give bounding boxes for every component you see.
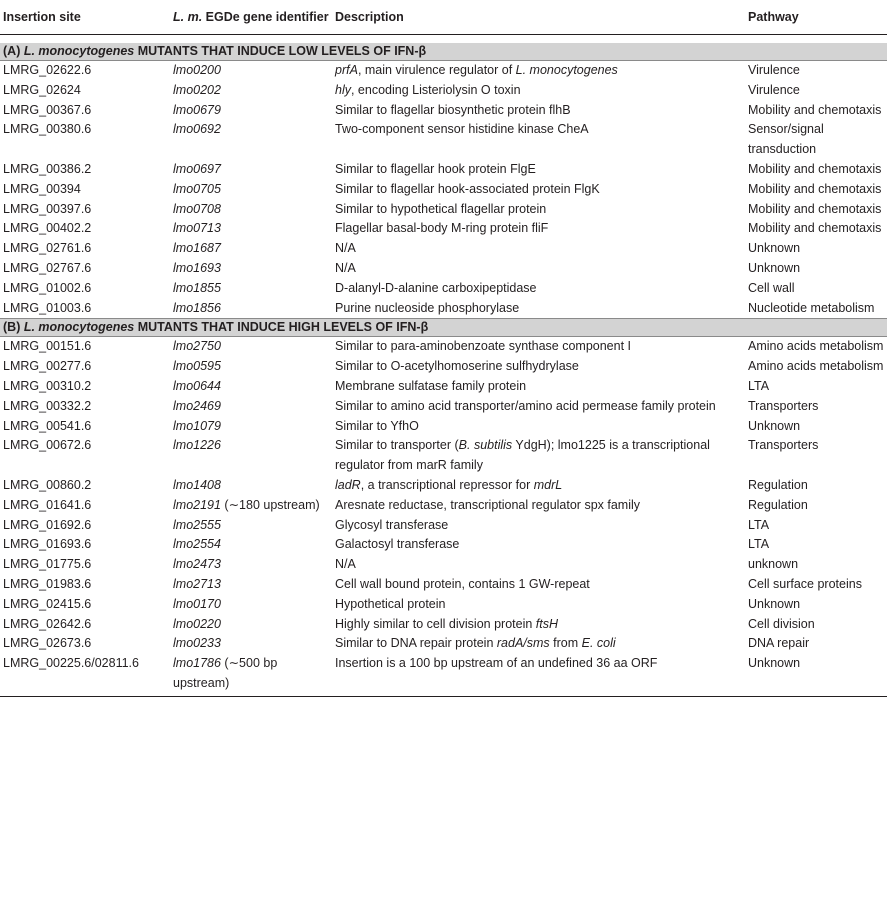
insertion-site-cell: LMRG_02622.6: [3, 63, 92, 77]
table-row: [0, 239, 887, 259]
gene-identifier: lmo0644: [173, 378, 221, 393]
gene-identifier-cell: [170, 476, 332, 496]
gene-identifier-cell: [170, 634, 332, 654]
pathway-cell: Unknown: [748, 418, 801, 433]
pathway-cell: Cell wall: [748, 280, 795, 295]
description-cell: [332, 101, 745, 121]
description-text: N/A: [335, 557, 356, 572]
gene-note: (∼180 upstream): [220, 497, 320, 512]
gene-identifier-cell: [170, 219, 332, 239]
gene-identifier: lmo2555: [173, 517, 221, 532]
gene-identifier: lmo2750: [173, 339, 221, 354]
insertion-site-cell: LMRG_00397.6: [3, 201, 92, 216]
table-row: [0, 357, 887, 377]
header-insertion-site: Insertion site: [3, 10, 81, 24]
table-row: [0, 81, 887, 101]
description-cell: [332, 239, 745, 259]
header-gene-rest: EGDe gene identifier: [202, 10, 329, 24]
description-text: N/A: [335, 260, 356, 275]
description-text: Cell wall bound protein, contains 1 GW-repeat: [335, 576, 590, 591]
pathway-cell: Virulence: [748, 63, 800, 77]
table-row: [0, 279, 887, 299]
table-row: [0, 101, 887, 121]
header-row: [0, 0, 887, 35]
description-cell: [332, 575, 745, 595]
description-cell: [332, 417, 745, 437]
description-text: B. subtilis: [458, 438, 513, 453]
description-text: Two-component sensor histidine kinase CheA: [335, 122, 589, 137]
pathway-cell: Mobility and chemotaxis: [748, 181, 882, 196]
insertion-site-cell: LMRG_00151.6: [3, 339, 92, 354]
section-b-rest: MUTANTS THAT INDUCE HIGH LEVELS OF IFN-β: [134, 320, 429, 335]
table-row: [0, 299, 887, 319]
insertion-site-cell: LMRG_01002.6: [3, 280, 92, 295]
description-cell: [332, 496, 745, 516]
gene-identifier: lmo1079: [173, 418, 221, 433]
description-text: prfA: [335, 63, 358, 77]
table-row: [0, 516, 887, 536]
insertion-site-cell: LMRG_01775.6: [3, 557, 92, 572]
description-text: Similar to DNA repair protein: [335, 636, 497, 651]
gene-identifier-cell: [170, 555, 332, 575]
description-text: Similar to YfhO: [335, 418, 419, 433]
description-cell: [332, 219, 745, 239]
table-row: [0, 61, 887, 81]
section-b-species: L. monocytogenes: [23, 320, 135, 335]
table-row: [0, 476, 887, 496]
gene-identifier-cell: [170, 279, 332, 299]
table-row: [0, 397, 887, 417]
description-cell: [332, 81, 745, 101]
pathway-cell: LTA: [748, 517, 770, 532]
description-cell: [332, 279, 745, 299]
gene-identifier: lmo0595: [173, 359, 221, 374]
pathway-cell: LTA: [748, 378, 770, 393]
description-cell: [332, 200, 745, 220]
pathway-cell: Mobility and chemotaxis: [748, 201, 882, 216]
gene-identifier-cell: [170, 496, 332, 516]
description-text: E. coli: [581, 636, 616, 651]
gene-identifier-cell: [170, 101, 332, 121]
gene-identifier-cell: [170, 615, 332, 635]
description-cell: [332, 654, 745, 696]
table-row: [0, 120, 887, 160]
gene-note: (∼500 bp upstream): [173, 656, 278, 690]
table-row: [0, 496, 887, 516]
table-row: [0, 595, 887, 615]
table-row: [0, 436, 887, 476]
description-text: Similar to O-acetylhomoserine sulfhydrylase: [335, 359, 579, 374]
gene-identifier-cell: [170, 180, 332, 200]
gene-identifier: lmo0220: [173, 616, 221, 631]
gene-identifier: lmo2554: [173, 537, 221, 552]
insertion-site-cell: LMRG_00277.6: [3, 359, 92, 374]
description-text: ladR: [335, 477, 361, 492]
pathway-cell: Amino acids metabolism: [748, 359, 884, 374]
gene-identifier: lmo2473: [173, 557, 221, 572]
description-text: Similar to hypothetical flagellar protein: [335, 201, 547, 216]
description-cell: [332, 180, 745, 200]
description-cell: [332, 634, 745, 654]
gene-identifier-cell: [170, 120, 332, 160]
description-text: Similar to amino acid transporter/amino acid permease family protein: [335, 398, 716, 413]
description-text: Similar to para-aminobenzoate synthase component I: [335, 339, 631, 354]
description-text: , encoding Listeriolysin O toxin: [350, 82, 521, 97]
description-text: Similar to flagellar hook protein FlgE: [335, 161, 536, 176]
insertion-site-cell: LMRG_00394: [3, 181, 81, 196]
description-text: N/A: [335, 241, 356, 256]
gene-identifier-cell: [170, 397, 332, 417]
pathway-cell: Unknown: [748, 241, 801, 256]
pathway-cell: Unknown: [748, 260, 801, 275]
table-row: [0, 337, 887, 357]
header-pathway: Pathway: [748, 10, 799, 24]
pathway-cell: Regulation: [748, 497, 808, 512]
insertion-site-cell: LMRG_00402.2: [3, 221, 92, 236]
gene-identifier-cell: [170, 200, 332, 220]
section-b-header: [0, 319, 887, 337]
table-row: [0, 654, 887, 696]
insertion-site-cell: LMRG_02624: [3, 82, 81, 97]
gene-identifier-cell: [170, 81, 332, 101]
description-cell: [332, 397, 745, 417]
pathway-cell: Regulation: [748, 477, 808, 492]
header-description: Description: [335, 10, 404, 24]
insertion-site-cell: LMRG_02415.6: [3, 596, 92, 611]
insertion-site-cell: LMRG_02761.6: [3, 241, 92, 256]
insertion-site-cell: LMRG_00380.6: [3, 122, 92, 137]
description-text: hly: [335, 82, 351, 97]
gene-identifier-cell: [170, 61, 332, 81]
description-cell: [332, 595, 745, 615]
pathway-cell: Mobility and chemotaxis: [748, 102, 882, 117]
table-row: [0, 180, 887, 200]
description-text: YdgH); lmo1225 is a transcriptional regulator from marR family: [335, 438, 710, 473]
header-gene-identifier: [170, 0, 332, 35]
gene-identifier: lmo0679: [173, 102, 221, 117]
insertion-site-cell: LMRG_00860.2: [3, 477, 92, 492]
section-b-title: [0, 319, 887, 337]
pathway-cell: DNA repair: [748, 636, 810, 651]
section-a-species: L. monocytogenes: [23, 44, 135, 58]
gene-identifier-cell: [170, 239, 332, 259]
gene-identifier: lmo0713: [173, 221, 221, 236]
description-text: Purine nucleoside phosphorylase: [335, 300, 520, 315]
pathway-cell: LTA: [748, 537, 770, 552]
description-text: mdrL: [533, 477, 563, 492]
description-cell: [332, 259, 745, 279]
insertion-site-cell: LMRG_00541.6: [3, 418, 92, 433]
table-row: [0, 615, 887, 635]
description-cell: [332, 535, 745, 555]
pathway-cell: Amino acids metabolism: [748, 339, 884, 354]
description-cell: [332, 377, 745, 397]
gene-identifier: lmo0708: [173, 201, 221, 216]
pathway-cell: Mobility and chemotaxis: [748, 161, 882, 176]
description-cell: [332, 476, 745, 496]
pathway-cell: Sensor/signal transduction: [748, 122, 824, 157]
table-row: [0, 634, 887, 654]
description-text: , a transcriptional repressor for: [360, 477, 534, 492]
description-cell: [332, 615, 745, 635]
gene-identifier-cell: [170, 357, 332, 377]
insertion-site-cell: LMRG_01983.6: [3, 576, 92, 591]
gene-identifier: lmo1408: [173, 477, 221, 492]
description-cell: [332, 160, 745, 180]
insertion-site-cell: LMRG_02673.6: [3, 636, 92, 651]
header-gene-prefix: L. m.: [173, 10, 203, 24]
section-a-title: [0, 43, 887, 61]
description-text: from: [549, 636, 582, 651]
pathway-cell: Nucleotide metabolism: [748, 300, 875, 315]
table-row: [0, 200, 887, 220]
gene-identifier-cell: [170, 160, 332, 180]
description-cell: [332, 299, 745, 319]
insertion-site-cell: LMRG_00225.6/02811.6: [0, 654, 170, 696]
gene-identifier: lmo0705: [173, 181, 221, 196]
gene-identifier: lmo0697: [173, 161, 221, 176]
gene-identifier-cell: [170, 259, 332, 279]
description-cell: [332, 436, 745, 476]
insertion-site-cell: LMRG_02767.6: [3, 260, 92, 275]
table-row: [0, 160, 887, 180]
description-text: Similar to flagellar hook-associated protein FlgK: [335, 181, 600, 196]
pathway-cell: Cell division: [748, 616, 815, 631]
description-text: Galactosyl transferase: [335, 537, 460, 552]
gene-identifier: lmo1693: [173, 260, 221, 275]
description-text: Flagellar basal-body M-ring protein fliF: [335, 221, 549, 236]
description-text: Hypothetical protein: [335, 596, 446, 611]
pathway-cell: Unknown: [748, 596, 801, 611]
gene-identifier: lmo1687: [173, 241, 221, 256]
gene-identifier: lmo1855: [173, 280, 221, 295]
description-cell: [332, 555, 745, 575]
insertion-site-cell: LMRG_00367.6: [3, 102, 92, 117]
section-a-prefix: (A): [3, 44, 24, 58]
description-text: Glycosyl transferase: [335, 517, 449, 532]
insertion-site-cell: LMRG_01003.6: [3, 300, 92, 315]
gene-identifier-cell: [170, 516, 332, 536]
insertion-site-cell: LMRG_01692.6: [3, 517, 92, 532]
gene-identifier-cell: [170, 654, 332, 696]
description-text: Aresnate reductase, transcriptional regulator spx family: [335, 497, 641, 512]
description-cell: [332, 61, 745, 81]
pathway-cell: Mobility and chemotaxis: [748, 221, 882, 236]
table-row: [0, 259, 887, 279]
description-text: Highly similar to cell division protein: [335, 616, 536, 631]
gene-identifier-cell: [170, 575, 332, 595]
gene-identifier: lmo0170: [173, 596, 221, 611]
gene-identifier: lmo0200: [173, 63, 221, 77]
table-row: [0, 377, 887, 397]
description-text: radA/sms: [496, 636, 550, 651]
gene-identifier: lmo1786: [173, 656, 221, 671]
gene-identifier-cell: [170, 417, 332, 437]
gene-identifier: lmo0202: [173, 82, 221, 97]
gene-identifier: lmo2191: [173, 497, 221, 512]
description-text: Similar to transporter (: [335, 438, 459, 453]
pathway-cell: Transporters: [748, 398, 819, 413]
gene-identifier-cell: [170, 436, 332, 476]
insertion-site-cell: LMRG_00386.2: [3, 161, 92, 176]
gene-identifier-cell: [170, 299, 332, 319]
pathway-cell: unknown: [748, 557, 799, 572]
table-row: [0, 535, 887, 555]
insertion-site-cell: LMRG_00310.2: [3, 378, 92, 393]
pathway-cell: Transporters: [748, 438, 819, 453]
pathway-cell: Cell surface proteins: [748, 576, 862, 591]
gene-identifier: lmo1226: [173, 438, 221, 453]
pathway-cell: Unknown: [745, 654, 887, 696]
description-cell: [332, 357, 745, 377]
gene-identifier: lmo1856: [173, 300, 221, 315]
section-b-prefix: (B): [3, 320, 24, 335]
description-text: L. monocytogenes: [515, 63, 618, 77]
description-cell: [332, 337, 745, 357]
gene-identifier: lmo2469: [173, 398, 221, 413]
gene-identifier-cell: [170, 535, 332, 555]
table-row: [0, 575, 887, 595]
table-row: [0, 555, 887, 575]
description-cell: [332, 516, 745, 536]
gene-identifier-cell: [170, 377, 332, 397]
insertion-site-cell: LMRG_00332.2: [3, 398, 92, 413]
description-text: Similar to flagellar biosynthetic protein flhB: [335, 102, 571, 117]
gene-identifier-cell: [170, 337, 332, 357]
description-cell: [332, 120, 745, 160]
pathway-cell: Virulence: [748, 82, 800, 97]
insertion-site-cell: LMRG_01693.6: [3, 537, 92, 552]
insertion-site-cell: LMRG_02642.6: [3, 616, 92, 631]
section-a-rest: MUTANTS THAT INDUCE LOW LEVELS OF IFN-β: [134, 44, 427, 58]
description-text: D-alanyl-D-alanine carboxipeptidase: [335, 280, 537, 295]
description-text: Insertion is a 100 bp upstream of an undefined 36 aa ORF: [335, 656, 658, 671]
table-row: [0, 417, 887, 437]
description-text: , main virulence regulator of: [357, 63, 516, 77]
gene-identifier: lmo0233: [173, 636, 221, 651]
description-text: ftsH: [535, 616, 559, 631]
section-a-header: [0, 43, 887, 61]
table-row: [0, 219, 887, 239]
insertion-site-cell: LMRG_01641.6: [3, 497, 92, 512]
description-text: Membrane sulfatase family protein: [335, 378, 527, 393]
gene-identifier-cell: [170, 595, 332, 615]
gene-identifier: lmo2713: [173, 576, 221, 591]
gene-identifier: lmo0692: [173, 122, 221, 137]
insertion-site-cell: LMRG_00672.6: [3, 438, 92, 453]
